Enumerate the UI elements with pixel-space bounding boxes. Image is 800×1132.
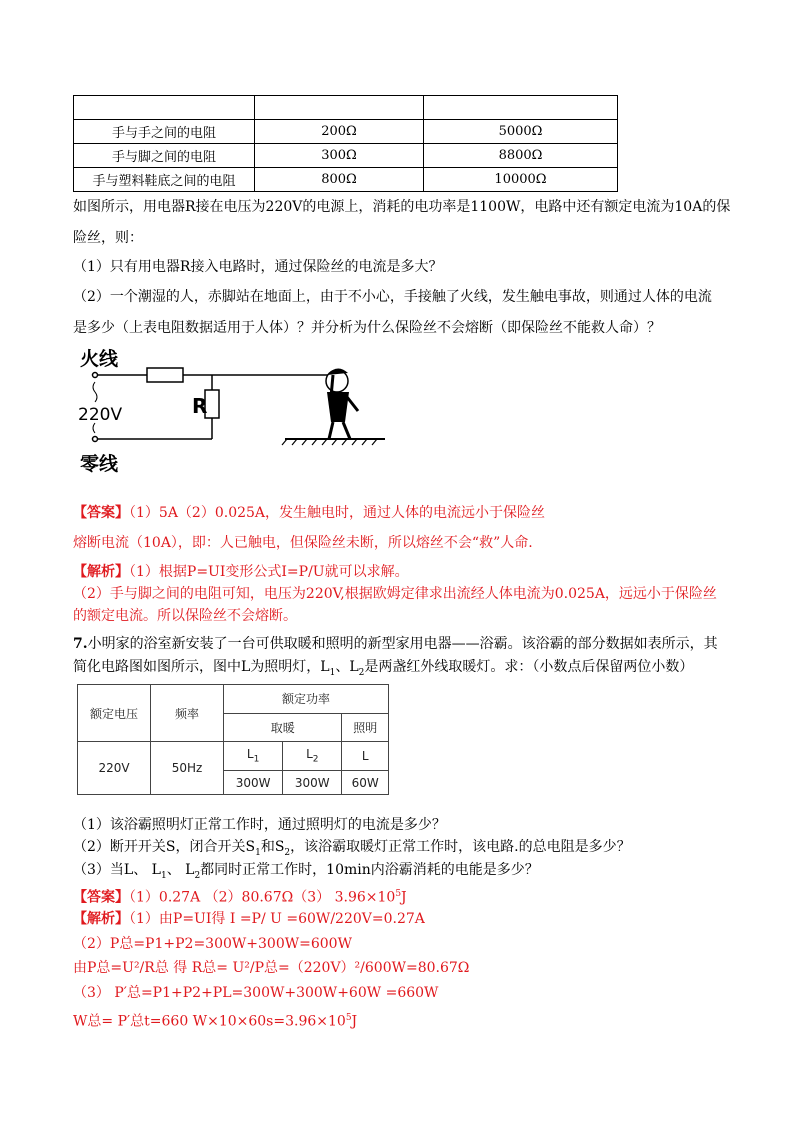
problem7-answer: 【答案】（1）0.27A （2）80.67Ω（3） $3.96\times 10^5J$ [73, 889, 407, 906]
appliance-table [77, 684, 389, 795]
table-row [74, 144, 618, 168]
voltage-value: 220V [78, 742, 151, 795]
lighting-header: 照明 [342, 713, 389, 742]
problem7-analysis3: 由P总=U²/R总 得 R总= U²/P总=（220V）²/600W=80.67Ω [73, 960, 470, 976]
problem7-analysis4: （3） P′总=P1+P2+PL=300W+300W+60W =660W [73, 985, 439, 1001]
analysis-tag: 【解析】 [73, 911, 129, 927]
problem7-question1: （1）该浴霸照明灯正常工作时，通过照明灯的电流是多少？ [73, 817, 446, 833]
problem6-text-line2: 险丝，则： [73, 230, 143, 246]
problem7-text-line1: 7.小明家的浴室新安装了一台可供取暖和照明的新型家用电器——浴霸。该浴霸的部分数据如表所示，其 [73, 636, 718, 652]
problem7-analysis1: 【解析】（1）由P=UI得 I =P/ U =60W/220V=0.27A [73, 911, 425, 927]
problem6-question2-line1: （2）一个潮湿的人，赤脚站在地面上，由于不小心，手接触了火线，发生触电事故，则通过人体的电流 [73, 289, 712, 305]
neutral-wire-label: 零线 [80, 453, 119, 475]
fuse-symbol [147, 368, 183, 382]
lamp-l: L [342, 742, 389, 771]
table-cell: 手与手之间的电阻 [74, 120, 255, 144]
rated-power-header: 额定功率 [224, 685, 389, 714]
table-row [74, 96, 618, 120]
table-cell: 8800Ω [424, 144, 618, 168]
voltage-label: 220V [78, 405, 123, 425]
circuit-diagram [75, 345, 405, 475]
answer-tag: 【答案】 [73, 505, 129, 521]
rated-voltage-header: 额定电压 [78, 685, 151, 742]
lamp-l2: $L_2$ [283, 742, 342, 771]
problem7-text-line2: 简化电路图如图所示，图中L为照明灯，$L_1$、$L_2$是两盏红外线取暖灯。求：（小数点后保留两位小数） [73, 659, 694, 678]
problem7-analysis5: W总= P′总t=660 $W\times 10\times 60s=3.96\times 10^5J$ [73, 1013, 358, 1030]
problem-number: 7. [73, 636, 88, 652]
table-cell: 手与塑料鞋底之间的电阻 [74, 168, 255, 192]
frequency-header: 频率 [151, 685, 224, 742]
problem6-analysis-line1: 【解析】（1）根据P=UI变形公式I=P/U就可以求解。 [73, 564, 409, 580]
table-row [74, 120, 618, 144]
problem6-answer-line2: 熔断电流（10A），即：人已触电，但保险丝未断，所以熔丝不会“救”人命. [73, 535, 533, 551]
problem6-question2-line2: 是多少（上表电阻数据适用于人体）？并分析为什么保险丝不会熔断（即保险丝不能救人命）？ [73, 320, 661, 336]
power-l2: 300W [283, 771, 342, 795]
problem7-question2: （2）断开开关S，闭合开关$S_1$和$S_2$，该浴霸取暖灯正常工作时，该电路.的总电阻是多少？ [73, 839, 631, 858]
problem6-analysis-line2: （2）手与脚之间的电阻可知，电压为220V,根据欧姆定律求出流经人体电流为0.025A，远远小于保险丝 [73, 586, 717, 602]
answer-tag: 【答案】 [73, 889, 129, 906]
problem7-question3: （3）当L、 $L_1$、 $L_2$都同时正常工作时，10min内浴霸消耗的电能是多少？ [73, 862, 539, 881]
table-cell: 5000Ω [424, 120, 618, 144]
problem6-text-line1: 如图所示，用电器R接在电压为220V的电源上，消耗的电功率是1100W，电路中还有额定电流为10A的保 [73, 199, 731, 215]
table-cell: 手与脚之间的电阻 [74, 144, 255, 168]
table-row [74, 168, 618, 192]
heating-header: 取暖 [224, 713, 342, 742]
problem6-analysis-line3: 的额定电流。所以保险丝不会熔断。 [73, 608, 297, 624]
table-cell: 10000Ω [424, 168, 618, 192]
problem7-analysis2: （2）P总=P1+P2=300W+300W=600W [73, 936, 352, 952]
table-cell: 800Ω [255, 168, 424, 192]
analysis-tag: 【解析】 [73, 564, 129, 580]
resistor-label: R [192, 394, 208, 418]
table-cell: 200Ω [255, 120, 424, 144]
lamp-l1: $L_1$ [224, 742, 283, 771]
frequency-value: 50Hz [151, 742, 224, 795]
resistance-table [73, 95, 618, 192]
live-wire-label: 火线 [80, 348, 119, 370]
power-l: 60W [342, 771, 389, 795]
table-cell: 300Ω [255, 144, 424, 168]
problem6-question1: （1）只有用电器R接入电路时，通过保险丝的电流是多大？ [73, 259, 443, 275]
problem6-answer-line1: 【答案】（1）5A（2）0.025A，发生触电时，通过人体的电流远小于保险丝 [73, 505, 546, 521]
power-l1: 300W [224, 771, 283, 795]
person-figure [326, 368, 358, 439]
